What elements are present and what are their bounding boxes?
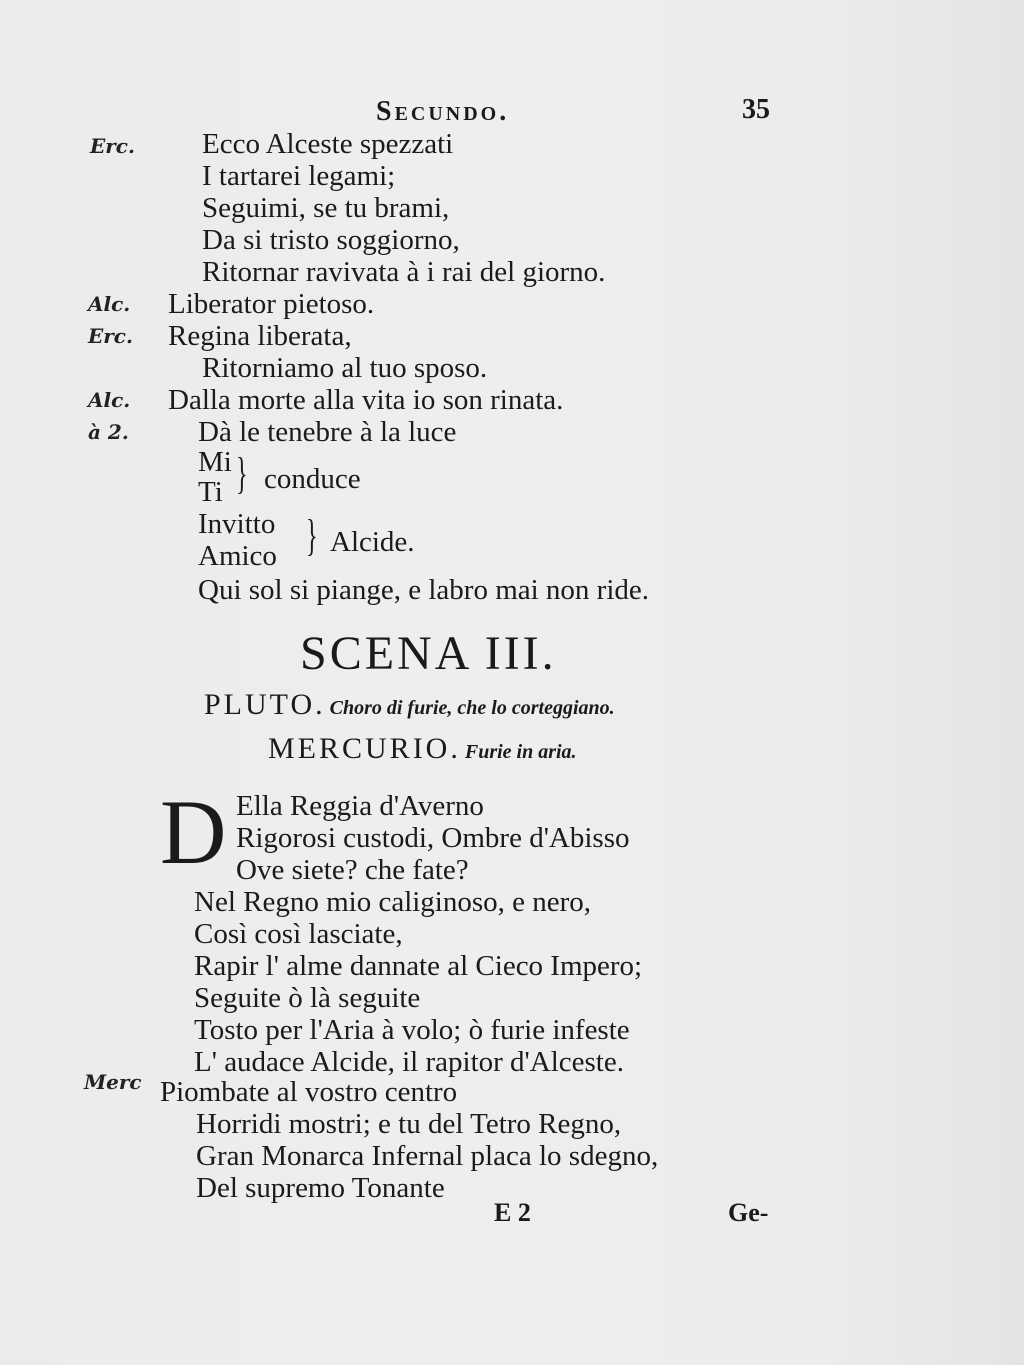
verse-line: Dà le tenebre à la luce (198, 416, 457, 448)
verse-line: Così così lasciate, (194, 918, 403, 950)
page-number: 35 (742, 94, 770, 125)
braced-word: Mi (198, 446, 232, 478)
braced-word: Ti (198, 476, 223, 508)
speaker-label: Alc. (88, 388, 131, 412)
verse-line: conduce (264, 463, 361, 495)
verse-line: Seguite ò là seguite (194, 982, 421, 1014)
verse-line: Rigorosi custodi, Ombre d'Abisso (236, 822, 630, 854)
catchword: Ge- (728, 1198, 769, 1227)
signature-mark: E 2 (494, 1198, 531, 1227)
speaker-label: à 2. (88, 420, 129, 444)
verse-line: Piombate al vostro centro (160, 1076, 458, 1108)
verse-line: Alcide. (330, 526, 415, 558)
verse-line: Del supremo Tonante (196, 1172, 445, 1204)
verse-line: Horridi mostri; e tu del Tetro Regno, (196, 1108, 622, 1140)
verse-line: Gran Monarca Infernal placa lo sdegno, (196, 1140, 659, 1172)
verse-line: Ove siete? che fate? (236, 854, 469, 886)
drop-cap: D (160, 781, 227, 883)
character-name: PLUTO. (204, 688, 326, 721)
speaker-label: Erc. (88, 324, 133, 348)
verse-line: Nel Regno mio caliginoso, e nero, (194, 886, 592, 918)
verse-line: I tartarei legami; (202, 160, 396, 192)
character-entry (204, 688, 615, 722)
character-name: MERCURIO. (268, 732, 461, 765)
verse-line: Ritornar ravivata à i rai del giorno. (202, 256, 606, 288)
verse-line: Dalla morte alla vita io son rinata. (168, 384, 564, 416)
braced-word: Invitto (198, 508, 276, 540)
speaker-label: Alc. (88, 292, 131, 316)
stage-direction: Furie in aria. (464, 741, 577, 763)
verse-line: Ella Reggia d'Averno (236, 790, 484, 822)
verse-line: Ecco Alceste spezzati (202, 128, 454, 160)
verse-line: Da si tristo soggiorno, (202, 224, 460, 256)
verse-line: Ritorniamo al tuo sposo. (202, 352, 488, 384)
verse-line: Liberator pietoso. (168, 288, 375, 320)
speaker-label: Erc. (90, 134, 135, 158)
verse-line: L' audace Alcide, il rapitor d'Alceste. (194, 1046, 624, 1078)
verse-line: Tosto per l'Aria à volo; ò furie infeste (194, 1014, 630, 1046)
brace-symbol: } (236, 449, 248, 498)
speaker-label: Merc (84, 1070, 142, 1094)
character-entry (268, 732, 577, 766)
stage-direction: Choro di furie, che lo corteggiano. (329, 697, 615, 719)
brace-symbol: } (306, 511, 318, 560)
braced-word: Amico (198, 540, 277, 572)
running-head: Secundo. (376, 96, 510, 127)
verse-line: Seguimi, se tu brami, (202, 192, 450, 224)
scene-title: SCENA III. (300, 627, 557, 680)
verse-line: Qui sol si piange, e labro mai non ride. (198, 574, 650, 606)
verse-line: Regina liberata, (168, 320, 352, 352)
verse-line: Rapir l' alme dannate al Cieco Impero; (194, 950, 643, 982)
